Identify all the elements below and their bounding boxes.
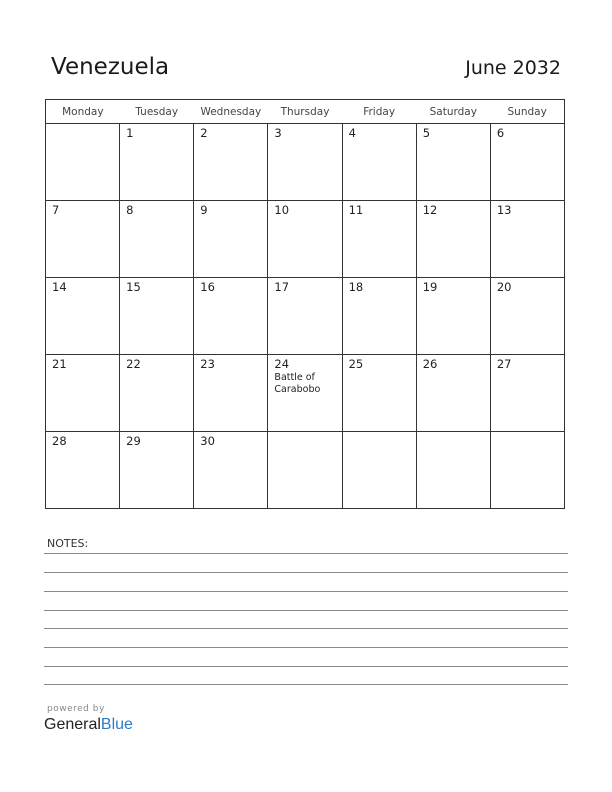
day-cell [416,201,490,278]
day-number: 10 [274,203,290,217]
day-cell [46,278,120,355]
day-number: 29 [126,434,141,448]
day-cell [46,124,120,201]
day-cell [194,432,268,509]
day-cell [268,432,342,509]
notes-line [44,591,568,592]
day-number: 1 [126,126,134,140]
day-cell [490,278,564,355]
weekday-header-row [46,100,565,124]
generalblue-logo [44,716,133,734]
day-cell [120,355,194,432]
calendar-grid [45,99,565,509]
holiday-label: Battle of Carabobo [274,372,321,395]
country-title: Venezuela [51,54,170,80]
day-number: 19 [422,280,438,294]
month-year-title: June 2032 [465,57,561,79]
day-cell [416,355,490,432]
day-number: 24 [274,357,290,371]
day-cell-holiday [268,355,342,432]
day-number: 28 [52,434,67,448]
day-number: 14 [52,280,67,294]
day-cell [416,278,490,355]
day-cell [194,278,268,355]
powered-by-text: powered by [47,704,105,714]
week-row [46,278,565,355]
day-cell [46,432,120,509]
day-cell [490,124,564,201]
day-cell [268,201,342,278]
day-cell [416,124,490,201]
day-number: 25 [348,357,364,371]
day-number: 27 [496,357,512,371]
notes-line [44,553,568,554]
week-row [46,201,565,278]
week-row [46,124,565,201]
day-cell [120,278,194,355]
day-cell [490,201,564,278]
logo-text-general: General [44,716,101,733]
weekday-header: Saturday [416,100,490,124]
day-number: 5 [422,126,431,140]
day-number: 8 [126,203,134,217]
day-number: 22 [126,357,141,371]
weekday-header: Tuesday [120,100,194,124]
day-cell [416,432,490,509]
day-cell [342,278,416,355]
weekday-header: Sunday [490,100,564,124]
day-cell [46,355,120,432]
day-cell [120,432,194,509]
day-cell [120,124,194,201]
notes-line [44,666,568,667]
notes-line [44,628,568,629]
day-number: 13 [496,203,512,217]
day-number: 17 [274,280,290,294]
day-cell [490,432,564,509]
day-number: 23 [200,357,215,371]
day-number: 11 [348,203,364,217]
day-number: 30 [200,434,215,448]
weekday-header: Friday [342,100,416,124]
day-number: 26 [422,357,438,371]
weekday-header: Wednesday [194,100,268,124]
notes-line [44,610,568,611]
day-number: 7 [52,203,60,217]
day-number: 16 [200,280,215,294]
day-number: 15 [126,280,141,294]
day-number: 21 [52,357,67,371]
notes-label: NOTES: [47,537,89,550]
day-number: 9 [200,203,208,217]
notes-line [44,647,568,648]
day-cell [342,124,416,201]
day-number: 20 [496,280,512,294]
day-cell [194,124,268,201]
day-number: 3 [274,126,282,140]
day-cell [342,355,416,432]
weekday-header: Thursday [268,100,342,124]
logo-text-blue: Blue [100,716,133,733]
day-cell [342,201,416,278]
week-row [46,355,565,432]
week-row [46,432,565,509]
notes-line [44,684,568,685]
day-cell [342,432,416,509]
notes-line [44,572,568,573]
day-number: 6 [496,126,505,140]
day-cell [268,278,342,355]
day-cell [120,201,194,278]
day-number: 12 [422,203,438,217]
day-number: 2 [200,126,208,140]
day-cell [46,201,120,278]
day-cell [194,201,268,278]
weekday-header: Monday [46,100,120,124]
day-cell [194,355,268,432]
day-cell [268,124,342,201]
day-cell [490,355,564,432]
day-number: 18 [348,280,364,294]
day-number: 4 [348,126,356,140]
